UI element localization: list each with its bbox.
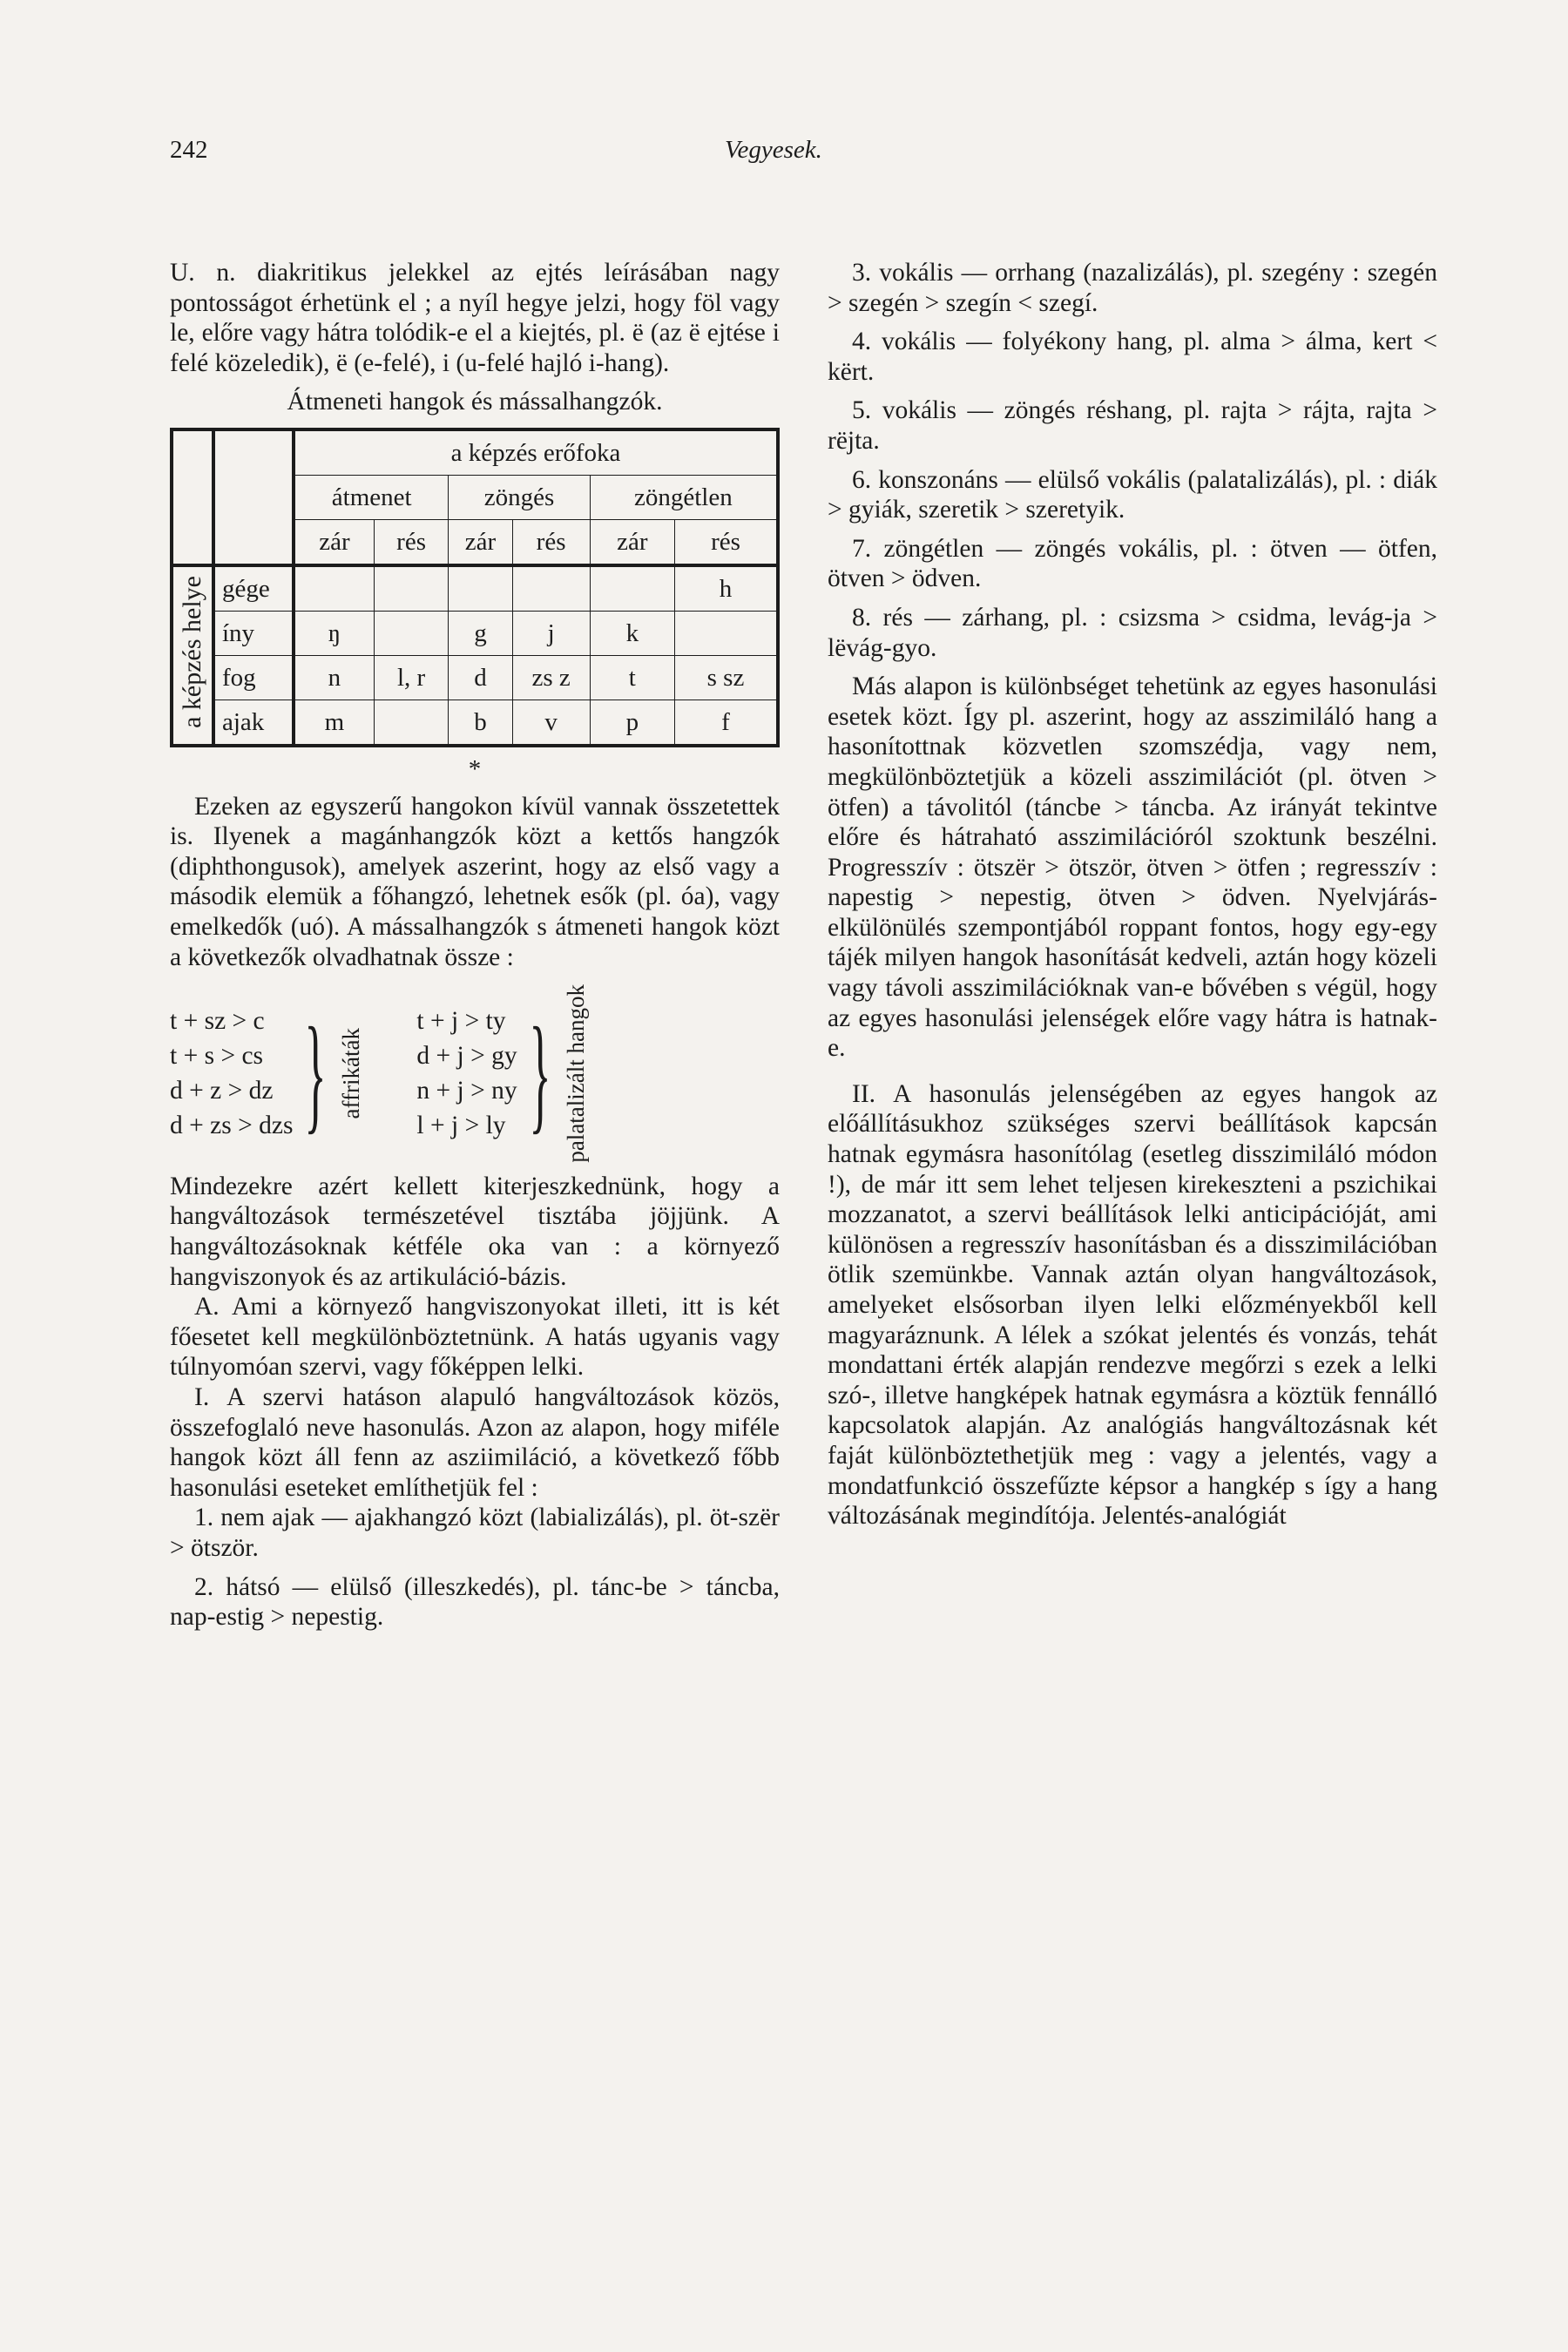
table-cell: g [449,611,512,655]
table-row-header: íny [213,611,294,655]
table-cell [674,611,778,655]
table-cell: t [590,655,674,700]
paragraph-compound-sounds: Ezeken az egyszerű hangokon kívül vannak összetettek is. Ilyenek a magánhangzók közt a kettős hangzók (diphthongusok), amelyek aszerint, hogy az első vagy a második elemük a főhangzó, lehetnek esők (pl. óa), vagy emelkedők (uó). A mássalhangzók s átmeneti hangok közt a következők olvadhatnak össze : [170,792,780,971]
table-subheader: rés [674,519,778,565]
table-cell: f [674,700,778,746]
paragraph-diacritics: U. n. diakritikus jelekkel az ejtés leírásában nagy pontosságot érhetünk el ; a nyíl hegye jelzi, hogy föl vagy le, előre vagy hátra tolódik-e el a kiejtés, pl. ë (az ë ejtése i felé közeledik), ë (e-felé), i (u-felé hajló i-hang). [170,259,780,377]
list-item-4: 4. vokális — folyékony hang, pl. alma > álma, kert < kërt. [828,328,1437,386]
table-subheader: zár [449,519,512,565]
table-cell: p [590,700,674,746]
table-side-label [172,565,213,746]
table-cell [374,565,449,612]
side-label-text: a képzés helye [177,575,206,728]
paragraph-progressive: Más alapon is különbséget tehetünk az egyes hasonulási esetek közt. Így pl. aszerint, hogy az asszimiláló hang a hasonítottnak közvetlen szomszédja, vagy nem, megkülönböztetjük a közeli asszimilációt (pl. ötven > ötfen) a távolitól (táncbe > táncba. Az irányát tekintve előre és hátraható asszimilációról szoktunk beszélni. Progresszív : ötszër > ötször, ötven > ötfen ; regresszív : napestig > nepestig, ötven > ödven. Nyelvjárás-elkülönülés szempontjából roppant fontos, hogy egy-egy tájék milyen hangok hasonítását kedveli, aztán hogy közeli vagy távoli asszimilációknak van-e bővében s végül, hogy az egyes hasonulási jelenségek előre vagy hátra is hatnak-e. [828,672,1437,1063]
table-top-header: a képzés erőfoka [294,429,778,476]
paragraph-reasons: Mindezekre azért kellett kiterjeszkednünk, hogy a hangváltozások természetével tisztába jöjjünk. A hangváltozásoknak kétféle oka van : a környező hangviszonyok és az artikuláció-bázis. [170,1172,780,1291]
paragraph-a: A. Ami a környező hangviszonyokat illeti, itt is két főesetet kell megkülönböztetnünk. A hatás ugyanis vagy túlnyomóan szervi, vagy főképpen lelki. [170,1293,780,1382]
brace: } [529,1001,551,1146]
table-cell: d [449,655,512,700]
table-subheader: zár [294,519,374,565]
palatal-list [416,1004,517,1143]
table-cell [590,565,674,612]
list-item-1: 1. nem ajak — ajakhangzó közt (labializálás), pl. öt-szër > ötször. [170,1504,780,1562]
left-column [170,258,780,1632]
table-cell [449,565,512,612]
table-subheader: zár [590,519,674,565]
list-item-8: 8. rés — zárhang, pl. : csizsma > csidma, levág-ja > lëvág-gyo. [828,603,1437,662]
table-cell: b [449,700,512,746]
table-cell: s sz [674,655,778,700]
table-cell [374,611,449,655]
table-row-header: gége [213,565,294,612]
brace: } [304,1001,328,1146]
table-corner-2 [213,429,294,565]
list-item-3: 3. vokális — orrhang (nazalizálás), pl. szegény : szegén > szegén > szegín < szegí. [828,259,1437,317]
table-subheader: rés [374,519,449,565]
table-cell: v [512,700,590,746]
affricate-item: d + z > dz [170,1077,274,1105]
palatal-item: d + j > gy [416,1042,517,1071]
table-row-header: fog [213,655,294,700]
sound-table [170,428,780,747]
table-cell: ŋ [294,611,374,655]
section-separator: * [468,754,482,783]
list-item-7: 7. zöngétlen — zöngés vokális, pl. : ötven — ötfen, ötven > ödven. [828,534,1437,593]
table-corner [172,429,213,565]
palatal-item: n + j > ny [416,1077,517,1105]
table-group-header: zöngés [449,475,590,519]
table-cell: k [590,611,674,655]
affricate-item: t + s > cs [170,1042,264,1071]
table-cell: l, r [374,655,449,700]
running-title: Vegyesek. [725,136,822,164]
palatals-label: palatalizált hangok [562,984,589,1163]
list-item-5: 5. vokális — zöngés réshang, pl. rajta > rájta, rajta > rëjta. [828,396,1437,455]
right-column [828,258,1437,1531]
paragraph-i: I. A szervi hatáson alapuló hangváltozások közös, összefoglaló neve hasonulás. Azon az alapon, hogy miféle hangok közt áll fenn az asziimiláció, a következő főbb hasonulási eseteket említhetjük fel : [170,1382,780,1502]
table-subheader: rés [512,519,590,565]
table-group-header: átmenet [294,475,449,519]
table-row-header: ajak [213,700,294,746]
palatal-item: l + j > ly [416,1112,506,1140]
palatal-item: t + j > ty [416,1007,506,1036]
table-cell: n [294,655,374,700]
sound-table-wrapper [170,428,780,747]
table-cell: zs z [512,655,590,700]
table-cell: m [294,700,374,746]
page-number: 242 [170,136,208,164]
affricates-label: affrikáták [338,1028,365,1119]
affricate-item: t + sz > c [170,1007,265,1036]
list-item-2: 2. hátsó — elülső (illeszkedés), pl. tánc-be > táncba, nap-estig > nepestig. [170,1572,780,1632]
affricate-list [170,1004,293,1143]
table-title: Átmeneti hangok és mássalhangzók. [287,388,663,416]
table-cell [512,565,590,612]
list-item-6: 6. konszonáns — elülső vokális (palatalizálás), pl. : diák > gyiák, szeretik > szeretyik. [828,465,1437,524]
sound-combinations [170,984,780,1163]
paragraph-ii: II. A hasonulás jelenségében az egyes hangok az előállításukhoz szükséges szervi beállítások kapcsán hatnak egymásra hasonítólag (esetleg disszimiláló módon !), de már itt sem lehet teljesen kirekeszteni a pszichikai mozzanatot, a szervi beállítások lelki anticipációját, ami különösen a regresszív hasonításban és a disszimilációban ötlik szemünkbe. Vannak aztán olyan hangváltozások, amelyeket elsősorban ilyen lelki előzményekből kell magyaráznunk. A lélek a szókat jelentés és vonzás, tehát mondattani érték alapján rendezve megőrzi s ezek a lelki szó-, illetve hangképek hatnak egymásra a köztük fennálló kapcsolatok alapján. Az analógiás hangváltozásnak két faját különböztethetjük meg : vagy a jelentés, vagy a mondatfunkció összefűzte képsor a hangkép s így a hang változásának megindítója. Jelentés-analógiát [828,1079,1437,1531]
table-cell: h [674,565,778,612]
affricate-item: d + zs > dzs [170,1112,294,1140]
table-cell [374,700,449,746]
table-group-header: zöngétlen [590,475,778,519]
table-cell: j [512,611,590,655]
table-cell [294,565,374,612]
